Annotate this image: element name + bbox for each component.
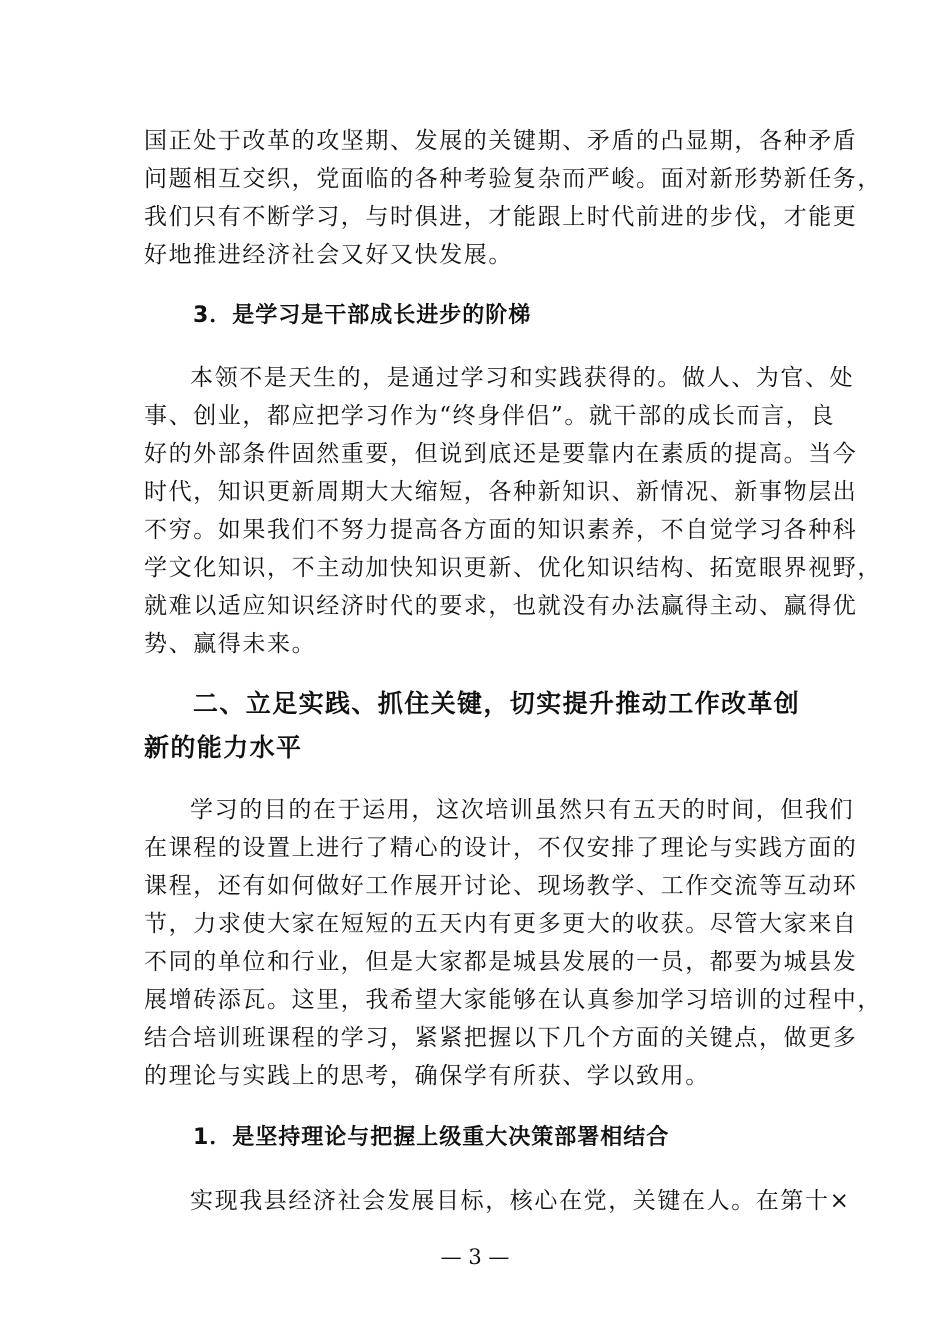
section-heading-main-cont: 新的能力水平 (144, 733, 303, 762)
paragraph-line: 学文化知识，不主动加快知识更新、优化知识结构、拓宽眼界视野， (144, 555, 882, 581)
paragraph-line: 结合培训班课程的学习，紧紧把握以下几个方面的关键点，做更多 (144, 1025, 858, 1051)
section-heading-1: 1．是坚持理论与把握上级重大决策部署相结合 (193, 1125, 670, 1150)
paragraph-line: 就难以适应知识经济时代的要求，也就没有办法赢得主动、赢得优 (144, 593, 858, 619)
section-heading-3: 3．是学习是干部成长进步的阶梯 (193, 303, 532, 328)
paragraph-line: 的理论与实践上的思考，确保学有所获、学以致用。 (144, 1063, 710, 1089)
paragraph-line: 好的外部条件固然重要，但说到底还是要靠内在素质的提高。当今 (144, 441, 858, 467)
paragraph-line: 国正处于改革的攻坚期、发展的关键期、矛盾的凸显期，各种矛盾 (144, 128, 858, 154)
paragraph-line: 不穷。如果我们不努力提高各方面的知识素养，不自觉学习各种科 (144, 517, 858, 543)
paragraph-line: 势、赢得未来。 (144, 631, 317, 657)
paragraph-line: 课程，还有如何做好工作展开讨论、现场教学、工作交流等互动环 (144, 873, 858, 899)
paragraph-line: 学习的目的在于运用，这次培训虽然只有五天的时间，但我们 (190, 797, 855, 823)
paragraph-line: 在课程的设置上进行了精心的设计，不仅安排了理论与实践方面的 (144, 835, 858, 861)
paragraph-line: 节，力求使大家在短短的五天内有更多更大的收获。尽管大家来自 (144, 911, 858, 937)
paragraph-line: 我们只有不断学习，与时俱进，才能跟上时代前进的步伐，才能更 (144, 204, 858, 230)
paragraph-line: 不同的单位和行业，但是大家都是城县发展的一员，都要为城县发 (144, 949, 858, 975)
paragraph-line: 问题相互交织，党面临的各种考验复杂而严峻。面对新形势新任务， (144, 166, 882, 192)
paragraph-line: 展增砖添瓦。这里，我希望大家能够在认真参加学习培训的过程中， (144, 987, 882, 1013)
paragraph-line: 实现我县经济社会发展目标，核心在党，关键在人。在第十× (190, 1188, 851, 1214)
paragraph-line: 本领不是天生的，是通过学习和实践获得的。做人、为官、处 (190, 365, 855, 391)
paragraph-line: 好地推进经济社会又好又快发展。 (144, 242, 513, 268)
paragraph-line: 事、创业，都应把学习作为“终身伴侣”。就干部的成长而言，良 (144, 403, 835, 429)
section-heading-main: 二、立足实践、抓住关键，切实提升推动工作改革创 (193, 689, 801, 718)
page-number: — 3 — (440, 1245, 510, 1269)
paragraph-line: 时代，知识更新周期大大缩短，各种新知识、新情况、新事物层出 (144, 479, 858, 505)
